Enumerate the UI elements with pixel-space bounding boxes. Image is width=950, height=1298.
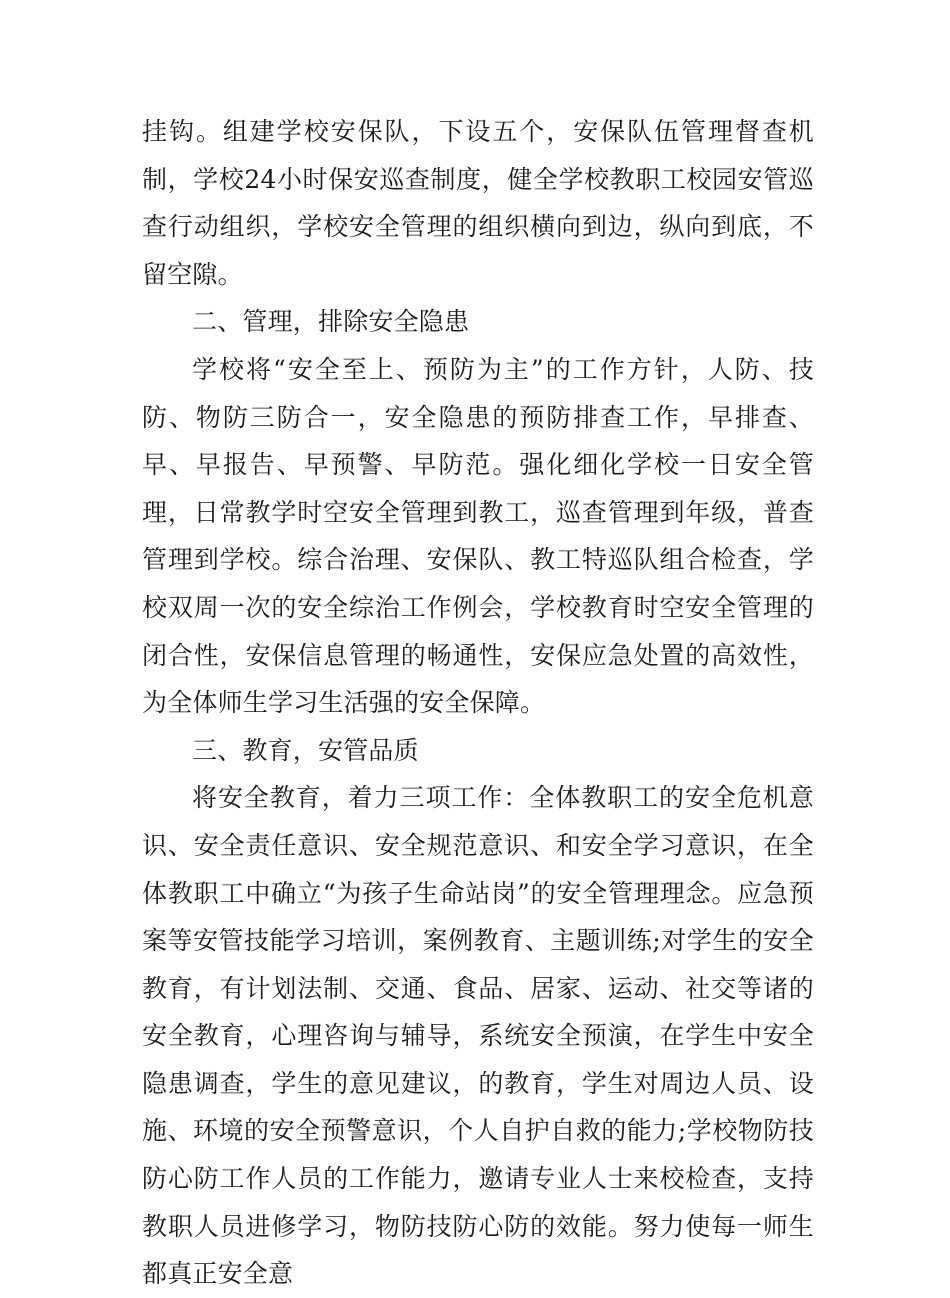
paragraph-continuation: 挂钩。组建学校安保队，下设五个，安保队伍管理督查机制，学校24小时保安巡查制度，健全学校教职工校园安管巡查行动组织，学校安全管理的组织横向到边，纵向到底，不留空隙。 [142,117,814,289]
section-heading-management: 二、管理，排除安全隐患 [192,307,470,337]
paragraph-education: 将安全教育，着力三项工作：全体教职工的安全危机意识、安全责任意识、安全规范意识、和安全学习意识，在全体教职工中确立“为孩子生命站岗”的安全管理理念。应急预案等安管技能学习培训，案例教育、主题训练;对学生的安全教育，有计划法制、交通、食品、居家、运动、社交等诸的安全教育，心理咨询与辅导，系统安全预演，在学生中安全隐患调查，学生的意见建议，的教育，学生对周边人员、设施、环境的安全预警意识，个人自护自救的能力;学校物防技防心防工作人员的工作能力，邀请专业人士来校检查，支持教职人员进修学习，物防技防心防的效能。努力使每一师生都真正安全意 [142,783,814,1289]
paragraph-management: 学校将“安全至上、预防为主”的工作方针，人防、技防、物防三防合一，安全隐患的预防排查工作，早排查、早、早报告、早预警、早防范。强化细化学校一日安全管理，日常教学时空安全管理到教工，巡查管理到年级，普查管理到学校。综合治理、安保队、教工特巡队组合检查，学校双周一次的安全综治工作例会，学校教育时空安全管理的闭合性，安保信息管理的畅通性，安保应急处置的高效性，为全体师生学习生活强的安全保障。 [142,354,814,718]
document-body [142,108,814,1298]
section-heading-education: 三、教育，安管品质 [192,735,419,765]
